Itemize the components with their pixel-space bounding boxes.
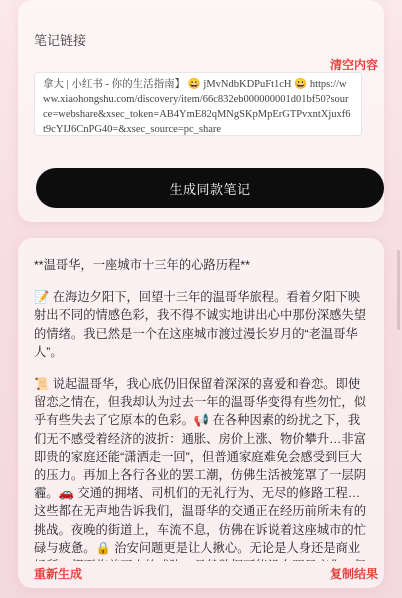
link-card xyxy=(18,0,384,222)
clear-content-button[interactable]: 清空内容 xyxy=(329,58,378,72)
result-paragraph: 📝 在海边夕阳下，回望十三年的温哥华旅程。看着夕阳下映射出不同的情感色彩，我不得不诚实地讲出心中那份深感失望的情绪。我已然是一个在这座城市渡过漫长岁月的“老温哥华人”。 xyxy=(34,290,367,359)
scrollbar[interactable] xyxy=(397,250,400,330)
regenerate-button[interactable]: 重新生成 xyxy=(34,567,83,581)
copy-result-button[interactable]: 复制结果 xyxy=(329,567,378,581)
result-heading: **温哥华，一座城市十三年的心路历程** xyxy=(34,258,250,272)
result-paragraph: 📜 说起温哥华，我心底仍旧保留着深深的喜爱和眷恋。即使留恋之情在，但我却认为过去一年的温哥华变得有些勿忙，似乎有些失去了它原本的色彩。📢 在各种因素的纷扰之下，我们无不感受着经济的波折：通胀、房价上涨、物价攀升…非富即贵的家庭还能“潇洒走一回”，但普通家庭难免会感受到巨大的压力。再加上各行各业的罢工潮，仿佛生活被笼罩了一层阴霾。🚗 交通的拥堵、司机们的无礼行为、无尽的修路工程…这些都在无声地告诉我们，温哥华的交通正在经历前所未有的挑战。夜晚的街道上，车流不息，仿佛在诉说着这座城市的忙碌与疲惫。🔒 治安问题更是让人揪心。无论是人身还是商业 xyxy=(34,377,367,555)
generate-note-button-label: 生成同款笔记 xyxy=(169,181,251,197)
result-card xyxy=(18,238,384,588)
note-link-input[interactable]: 拿大 | 小红书 - 你的生活指南】 😀 jMvNdbKDPuFt1cH 😀 https://www.xiaohongshu.com/discovery/item/66c832eb000000001d01bf50?source=webshare&xsec_token=AB4YmE82qMNgSKpMpErGTPvxntXjuxf6t9cYIJ6CnPG40=&xsec_source=pc_share xyxy=(34,72,362,136)
link-section-title: 笔记链接 xyxy=(34,33,87,48)
generated-result-text[interactable] xyxy=(34,256,372,561)
generate-note-button[interactable] xyxy=(36,168,384,208)
